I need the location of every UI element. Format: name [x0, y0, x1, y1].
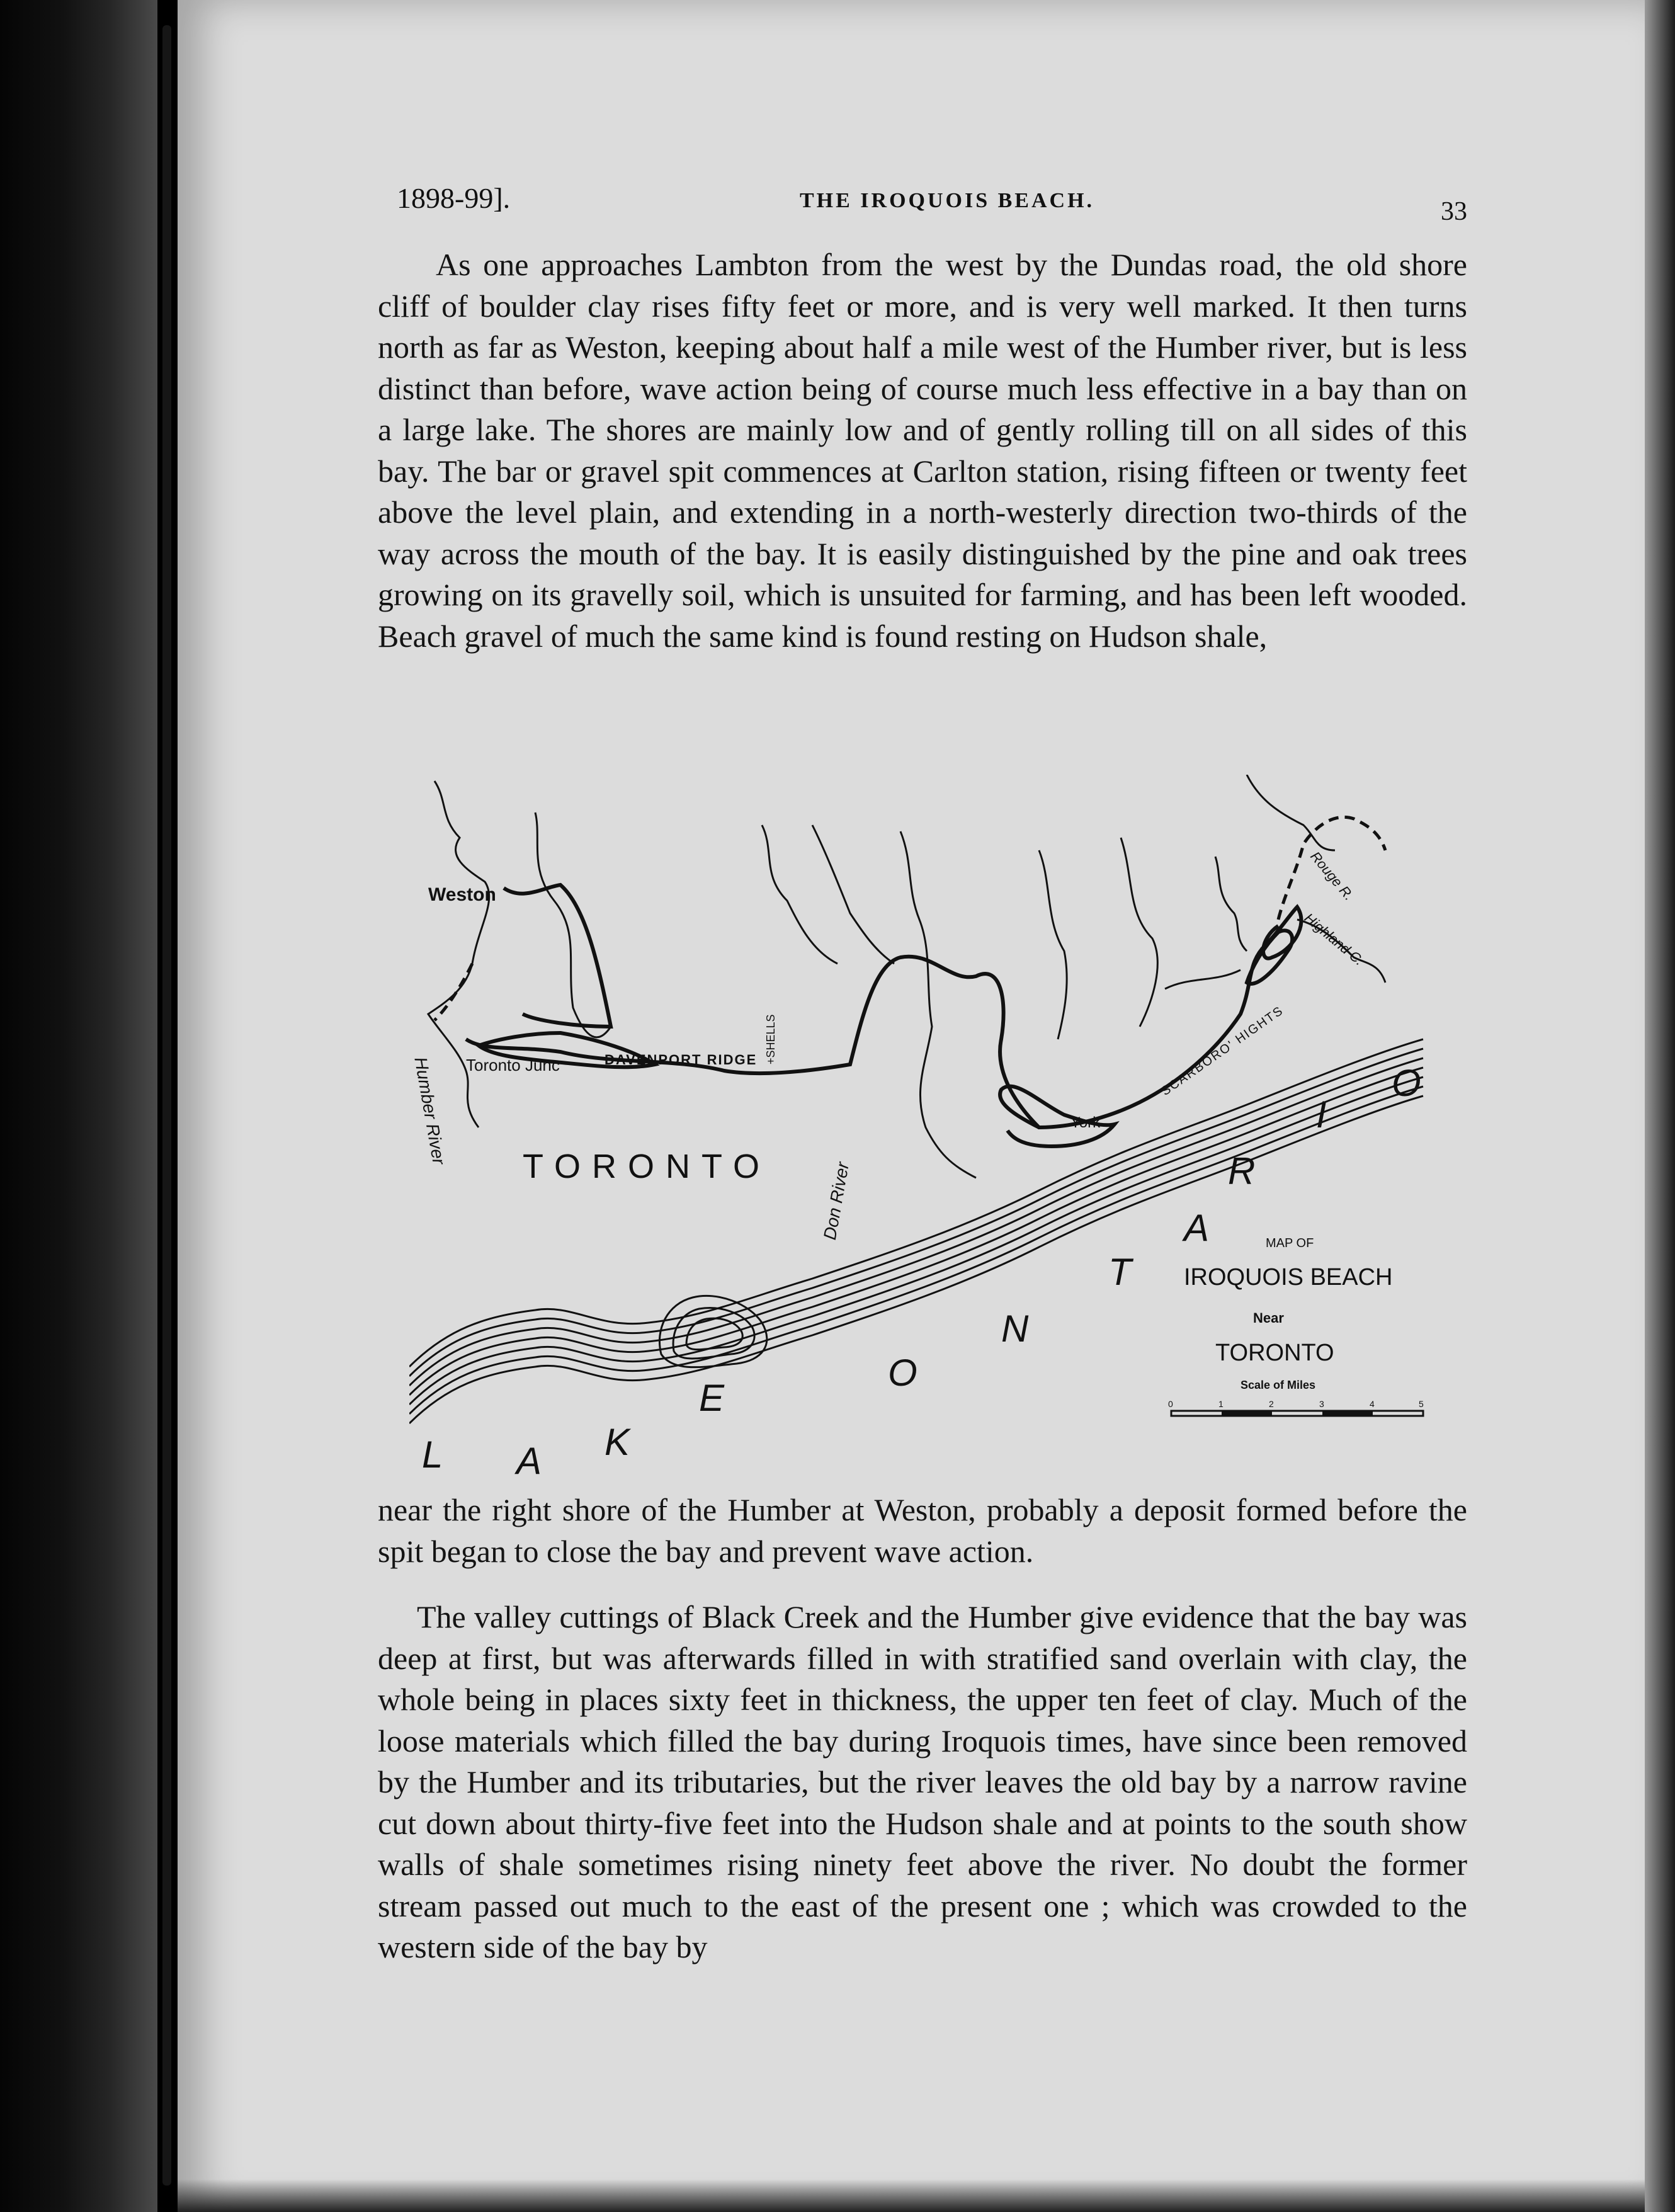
scale-tick: 1 [1218, 1399, 1224, 1409]
scale-tick: 4 [1370, 1399, 1375, 1409]
map-svg [409, 775, 1492, 1480]
map-label-humber: Humber River [411, 1055, 449, 1166]
map-label-weston: Weston [428, 884, 496, 905]
map-scale-bar [1171, 1411, 1423, 1416]
scale-tick: 0 [1168, 1399, 1173, 1409]
lake-letter: A [1184, 1207, 1210, 1249]
map-label-highland: Highland C. [1301, 909, 1367, 969]
lake-letter: T [1108, 1251, 1132, 1293]
lake-letter: I [1316, 1093, 1327, 1136]
map-label-davenport: DAVENPORT RIDGE [605, 1052, 758, 1068]
map-title-line4: TORONTO [1215, 1340, 1334, 1366]
scale-tick: 2 [1269, 1399, 1274, 1409]
map-label-york: York [1070, 1114, 1101, 1131]
scale-bar-outline [1171, 1411, 1423, 1416]
map-label-toronto-junc: Toronto Junc [466, 1056, 560, 1075]
right-page-edge [1645, 0, 1675, 2212]
lake-letter: A [516, 1440, 542, 1480]
lake-letter: E [699, 1377, 725, 1419]
scale-bar-segment [1322, 1411, 1373, 1416]
map-label-don: Don River [819, 1160, 853, 1241]
map-label-scarboro: SCARBORO' HIGHTS [1159, 1003, 1286, 1099]
lake-letter: O [1392, 1062, 1421, 1104]
scale-tick: 3 [1319, 1399, 1324, 1409]
lake-letter: N [1001, 1308, 1029, 1350]
map-label-shells: +SHELLS [764, 1014, 777, 1064]
paragraph-weston-deposit: near the right shore of the Humber at Weston, probably a deposit formed before the spit began to close the bay and prevent wave action. [378, 1492, 1467, 1569]
paragraph-lambton: As one approaches Lambton from the west by the Dundas road, the old shore cliff of boulder clay rises fifty feet or more, and is very well marked. It then turns north as far as Weston, keeping about half a mile west of the Humber river, but is less distinct than before, wave action being of course much less effective in a bay than on a large lake. The shores are mainly low and of gently rolling till on all sides of this bay. The bar or gravel spit commences at Carlton station, rising fifteen or twenty feet above the level plain, and extending in a north-westerly direction two-thirds of the way across the mouth of the bay. It is easily distinguished by the pine and oak trees growing on its gravelly soil, which is unsuited for farming, and has been left wooded. Beach gravel of much the same kind is found resting on Hudson shale, [378, 247, 1467, 654]
lake-letter: R [1228, 1150, 1256, 1192]
bottom-page-edge [178, 2179, 1645, 2212]
page-edge-strip [162, 25, 171, 2186]
book-binding-shadow [0, 0, 157, 2212]
header-title: THE IROQUOIS BEACH. [800, 189, 1095, 212]
page-number: 33 [1441, 197, 1467, 226]
map-title-line2: IROQUOIS BEACH [1184, 1264, 1393, 1291]
map-label-toronto: TORONTO [523, 1148, 771, 1185]
iroquois-shoreline [466, 885, 1301, 1146]
scale-bar-segment [1222, 1411, 1272, 1416]
old-river-courses [434, 817, 1385, 1020]
map-title-line1: MAP OF [1266, 1236, 1314, 1250]
iroquois-beach-map [409, 775, 1492, 1480]
map-scale-label: Scale of Miles [1241, 1379, 1316, 1391]
lake-letter: L [422, 1434, 443, 1476]
rivers [428, 775, 1385, 1178]
paragraph-valley-cuttings: The valley cuttings of Black Creek and the Humber give evidence that the bay was deep at first, but was afterwards filled in with stratified sand overlain with clay, the whole being in places sixty feet in thickness, the upper ten feet of clay. Much of the loose materials which filled the bay during Iroquois times, have since been removed by the Humber and its tributaries, but the river leaves the old bay by a narrow ravine cut down about thirty-five feet into the Hudson shale and at points to the south show walls of shale sometimes rising ninety feet above the river. No doubt the former stream passed out much to the east of the present one ; which was crowded to the western side of the bay by [378, 1599, 1467, 1964]
map-scale-ticks [1168, 1399, 1424, 1409]
scale-tick: 5 [1419, 1399, 1424, 1409]
running-header [397, 176, 1467, 227]
lake-letter: O [888, 1352, 917, 1394]
lake-letter: K [605, 1421, 630, 1463]
map-title-line3: Near [1253, 1310, 1284, 1326]
header-volume-years: 1898-99]. [397, 182, 511, 214]
map-label-rouge: Rouge R. [1307, 848, 1358, 904]
